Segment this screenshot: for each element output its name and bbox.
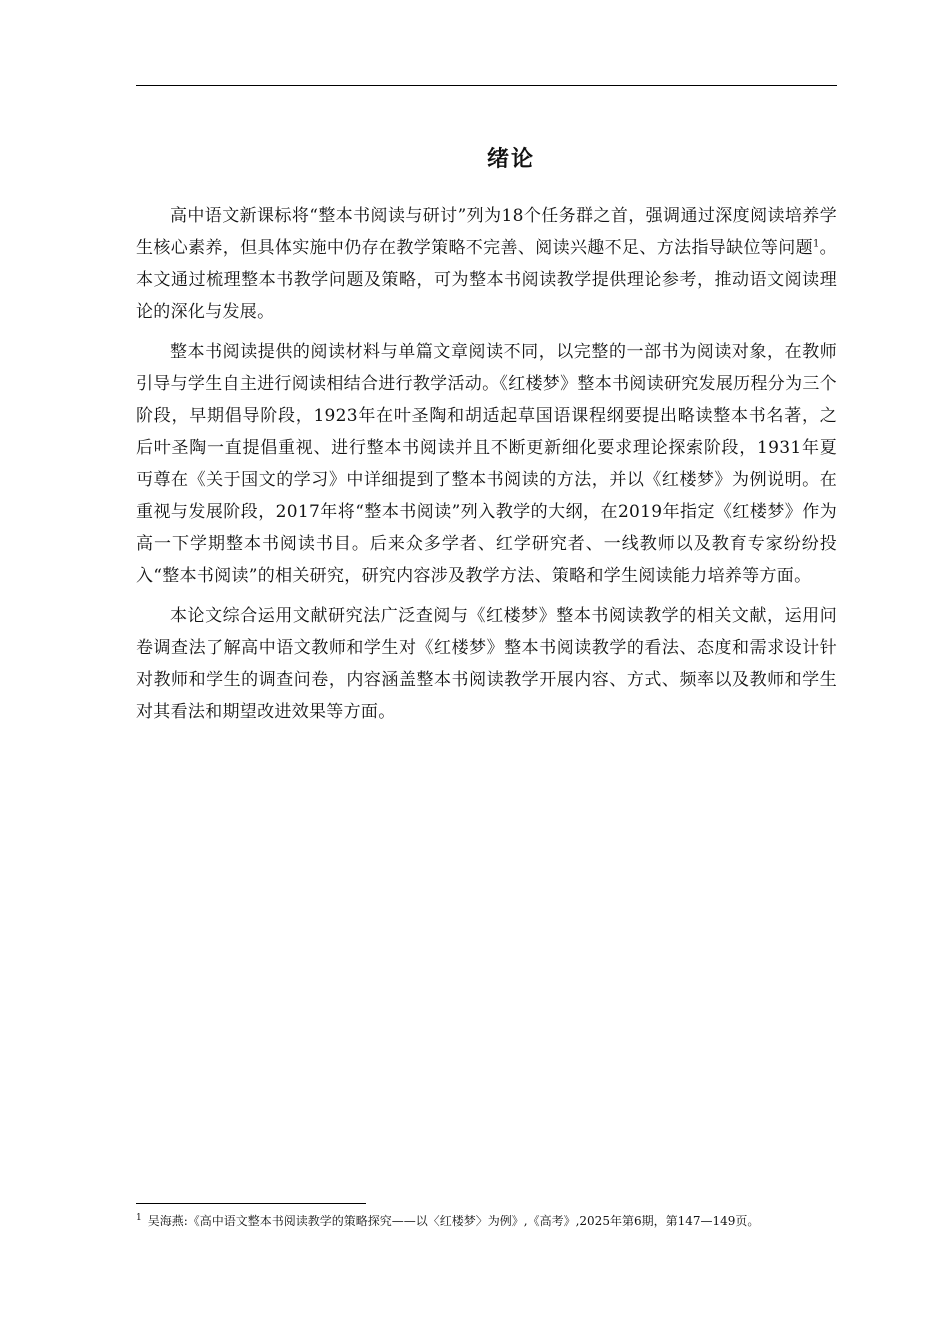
footnote-rule bbox=[136, 1203, 366, 1204]
page-title bbox=[0, 145, 950, 175]
paragraph-1-text: 高中语文新课标将“整本书阅读与研讨”列为18个任务群之首，强调通过深度阅读培养学生核心素养，但具体实施中仍存在教学策略不完善、阅读兴趣不足、方法指导缺位等问题 bbox=[136, 206, 837, 258]
paragraph-1 bbox=[136, 200, 837, 328]
footnote-reference[interactable]: 1 bbox=[812, 238, 820, 250]
footnote bbox=[136, 1212, 856, 1230]
footnote-text: 吴海燕:《高中语文整本书阅读教学的策略探究——以〈红楼梦〉为例》,《高考》,2025年第6期，第147—149页。 bbox=[147, 1214, 760, 1228]
footnote-mark: 1 bbox=[136, 1213, 142, 1223]
header-rule bbox=[136, 85, 837, 86]
page-title-text: 绪论 bbox=[486, 147, 535, 172]
paragraph-3: 本论文综合运用文献研究法广泛查阅与《红楼梦》整本书阅读教学的相关文献，运用问卷调查法了解高中语文教师和学生对《红楼梦》整本书阅读教学的看法、态度和需求设计针对教师和学生的调查问卷，内容涵盖整本书阅读教学开展内容、方式、频率以及教师和学生对其看法和期望改进效果等方面。 bbox=[136, 606, 837, 722]
paragraph-1-text-continued: 。本文通过梳理整本书教学问题及策略，可为整本书阅读教学提供理论参考，推动语文阅读理论的深化与发展。 bbox=[136, 238, 837, 322]
paragraph-2: 整本书阅读提供的阅读材料与单篇文章阅读不同，以完整的一部书为阅读对象，在教师引导与学生自主进行阅读相结合进行教学活动。《红楼梦》整本书阅读研究发展历程分为三个阶段，早期倡导阶段，1923年在叶圣陶和胡适起草国语课程纲要提出略读整本书名著，之后叶圣陶一直提倡重视、进行整本书阅读并且不断更新细化要求理论探索阶段，1931年夏丏尊在《关于国文的学习》中详细提到了整本书阅读的方法，并以《红楼梦》为例说明。在重视与发展阶段，2017年将“整本书阅读”列入教学的大纲，在2019年指定《红楼梦》作为高一下学期整本书阅读书目。后来众多学者、红学研究者、一线教师以及教育专家纷纷投入“整本书阅读”的相关研究，研究内容涉及教学方法、策略和学生阅读能力培养等方面。 bbox=[136, 342, 837, 586]
body-text bbox=[136, 200, 837, 736]
